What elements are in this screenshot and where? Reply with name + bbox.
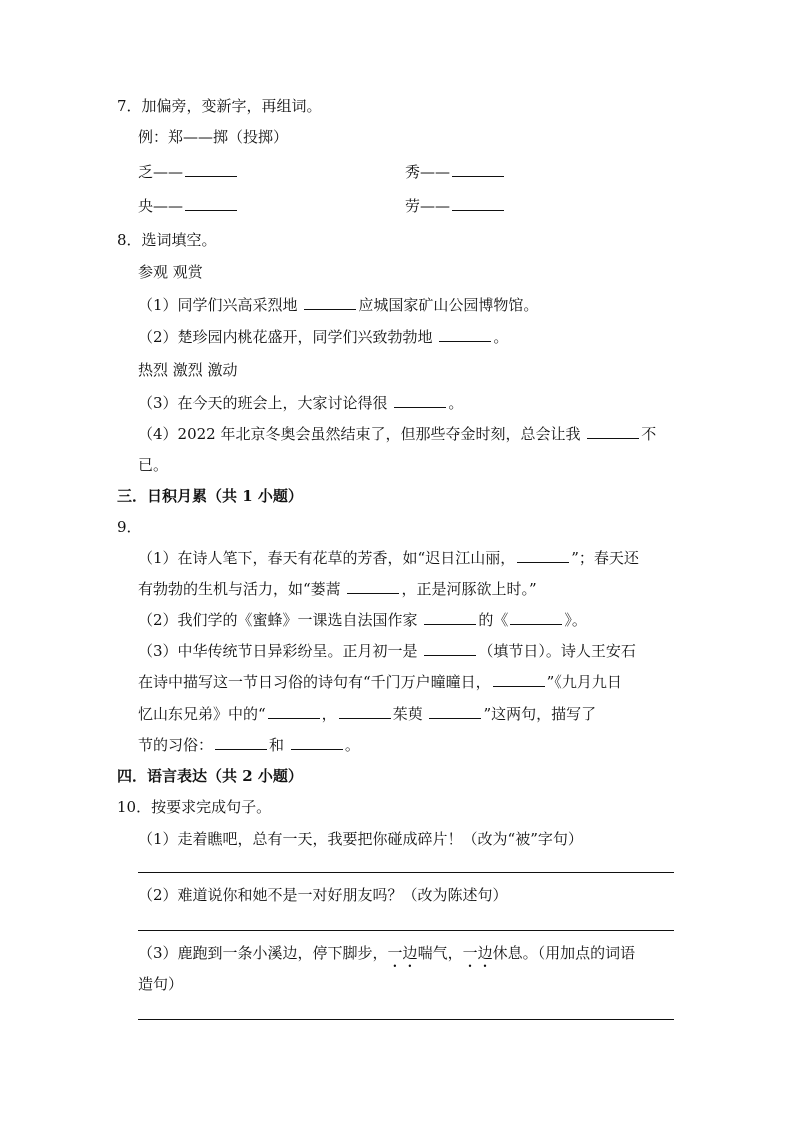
q7-item-1-label: 乏—— [138,163,184,181]
answer-blank[interactable] [185,196,237,211]
sentence-text: ，正是河豚欲上时。” [401,580,537,598]
sentence-text: 有勃勃的生机与活力，如“蒌蒿 [138,580,341,598]
emphasized-word: 一边 [462,944,493,962]
section-4-heading: 四．语言表达（共 2 小题） [117,767,303,785]
q7-title: 7．加偏旁，变新字，再组词。 [117,97,322,115]
sentence-text: （3）鹿跑到一条小溪边，停下脚步， [138,944,388,962]
q7-item-4-label: 劳—— [405,197,451,215]
answer-blank[interactable] [347,579,399,594]
q8-title: 8．选词填空。 [117,231,217,249]
q10-sentence-3-cont: 造句） [138,975,184,993]
sentence-text: 节的习俗： [138,736,214,754]
q8-sentence-1 [138,295,538,315]
q9-part-3-line-2 [138,672,622,692]
answer-line[interactable] [138,872,674,873]
sentence-text: （2）楚珍园内桃花盛开，同学们兴致勃勃地 [138,328,433,346]
q9-part-1-line-2 [138,579,537,599]
q7-item-2-label: 秀—— [405,163,451,181]
sentence-text: （2）我们学的《蜜蜂》一课选自法国作家 [138,611,418,629]
q8-word-choices-2: 热烈 激烈 激动 [138,361,238,379]
sentence-text: 不 [641,425,657,443]
q7-item-1 [138,162,239,182]
answer-blank[interactable] [510,610,562,625]
answer-blank[interactable] [429,704,481,719]
answer-blank[interactable] [424,610,476,625]
sentence-text: ， [321,705,337,723]
answer-blank[interactable] [291,735,343,750]
sentence-text: 休息。（用加点的词语 [492,944,636,962]
answer-line[interactable] [138,1019,674,1020]
answer-blank[interactable] [587,424,639,439]
sentence-text: 在诗中描写这一节日习俗的诗句有“千门万户曈曈日， [138,673,491,691]
sentence-text: 喘气， [417,944,463,962]
sentence-text: （3）中华传统节日异彩纷呈。正月初一是 [138,642,418,660]
answer-blank[interactable] [493,672,545,687]
sentence-text: ”这两句，描写了 [483,705,597,723]
section-3-heading: 三．日积月累（共 1 小题） [117,487,303,505]
q9-part-3-line-1 [138,641,636,661]
q7-item-3-label: 央—— [138,197,184,215]
sentence-text: 茱萸 [392,705,423,723]
sentence-text: （3）在今天的班会上，大家讨论得很 [138,394,388,412]
q10-title: 10．按要求完成句子。 [117,798,272,816]
sentence-text: （1）同学们兴高采烈地 [138,296,298,314]
q10-sentence-1: （1）走着瞧吧，总有一天，我要把你碰成碎片！（改为“被”字句） [138,830,583,848]
emphasized-word: 一边 [387,944,418,962]
q9-part-1-line-1 [138,548,639,568]
answer-blank[interactable] [339,704,391,719]
sentence-text: （4）2022 年北京冬奥会虽然结束了，但那些夺金时刻，总会让我 [138,425,581,443]
answer-blank[interactable] [452,162,504,177]
answer-blank[interactable] [268,704,320,719]
q8-word-choices-1: 参观 观赏 [138,263,203,281]
q10-sentence-2: （2）难道说你和她不是一对好朋友吗？（改为陈述句） [138,886,508,904]
answer-blank[interactable] [452,196,504,211]
answer-blank[interactable] [424,641,476,656]
q7-item-3 [138,196,239,216]
answer-blank[interactable] [304,295,356,310]
q8-sentence-4-cont: 已。 [138,456,169,474]
answer-blank[interactable] [517,548,569,563]
q7-item-4 [405,196,506,216]
sentence-text: 和 [269,736,285,754]
sentence-text: 。 [493,328,509,346]
answer-blank[interactable] [215,735,267,750]
sentence-text: ”；春天还 [571,549,639,567]
q7-example: 例：郑——掷（投掷） [138,128,289,146]
q9-part-2 [138,610,587,630]
q10-sentence-3 [138,943,635,971]
q9-part-3-line-4 [138,735,360,755]
sentence-text: ”《九月九日 [546,673,622,691]
answer-blank[interactable] [394,393,446,408]
q8-sentence-2 [138,327,508,347]
sentence-text: 》。 [564,611,587,629]
sentence-text: 应城国家矿山公园博物馆。 [358,296,539,314]
q7-item-2 [405,162,506,182]
q9-number: 9． [117,518,142,536]
sentence-text: 忆山东兄弟》中的“ [138,705,266,723]
sentence-text: 。 [448,394,464,412]
sentence-text: 的《 [478,611,509,629]
sentence-text: （1）在诗人笔下，春天有花草的芳香，如“迟日江山丽， [138,549,516,567]
sentence-text: 。 [344,736,360,754]
answer-blank[interactable] [185,162,237,177]
q9-part-3-line-3 [138,704,596,724]
q8-sentence-4 [138,424,656,444]
answer-line[interactable] [138,930,674,931]
sentence-text: （填节日）。诗人王安石 [478,642,636,660]
q8-sentence-3 [138,393,463,413]
answer-blank[interactable] [439,327,491,342]
